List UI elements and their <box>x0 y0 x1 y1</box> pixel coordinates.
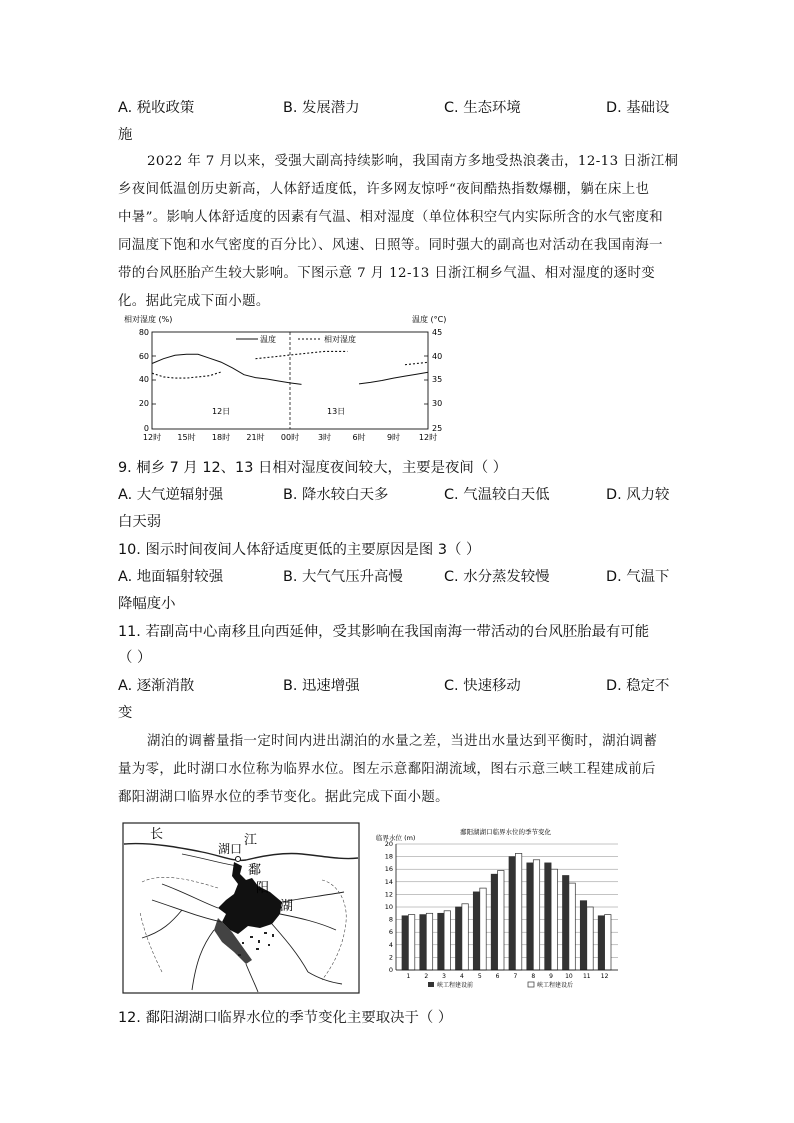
chart2-title: 鄱阳湖湖口临界水位的季节变化 <box>460 828 551 836</box>
map-label-po: 鄱 <box>248 863 262 878</box>
humidity-series-line <box>152 372 221 378</box>
bar-after-dam <box>605 915 611 970</box>
q8-option-d-continued: 施 <box>118 127 133 143</box>
q9-option-a: A. 大气逆辐射强 <box>118 487 224 503</box>
q10-option-d: D. 气温下 <box>606 569 670 585</box>
q11-stem: 11. 若副高中心南移且向西延伸，受其影响在我国南海一带活动的台风胚胎最有可能 <box>118 624 650 640</box>
bar-after-dam <box>444 911 450 970</box>
chart2-y-tick: 4 <box>388 940 393 949</box>
humidity-series-line <box>256 351 348 358</box>
chart1-ylabel-left: 相对湿度 (%) <box>124 315 173 324</box>
bar-before-dam <box>527 863 533 970</box>
bar-before-dam <box>420 915 426 970</box>
q11-stem-continued: （ ） <box>118 650 152 666</box>
bar-before-dam <box>473 892 479 970</box>
passage2-line1: 湖泊的调蓄量指一定时间内进出湖泊的水量之差，当进出水量达到平衡时，湖泊调蓄 <box>147 734 658 749</box>
bar-after-dam <box>498 871 504 971</box>
chart1-x-tick: 6时 <box>352 433 366 442</box>
q10-option-c: C. 水分蒸发较慢 <box>444 569 550 585</box>
chart1-x-tick: 15时 <box>177 433 196 442</box>
chart2-ylabel: 临界水位 (m) <box>376 834 416 842</box>
chart1-left-tick: 20 <box>138 399 149 408</box>
q9-option-b: B. 降水较白天多 <box>283 487 389 503</box>
chart2-x-tick: 6 <box>495 973 500 980</box>
chart2-x-tick: 2 <box>424 973 429 980</box>
bar-before-dam <box>598 916 604 970</box>
bar-after-dam <box>587 907 593 970</box>
chart2-y-tick: 14 <box>384 877 393 886</box>
humidity-series-line <box>405 362 428 364</box>
passage1-line2: 乡夜间低温创历史新高，人体舒适度低，许多网友惊呼“夜间酷热指数爆棚，躺在床上也 <box>118 182 650 197</box>
chart1-day12-label: 12日 <box>212 407 231 416</box>
critical-water-level-chart <box>368 822 624 996</box>
chart2-x-tick: 12 <box>600 973 609 980</box>
q12-stem: 12. 鄱阳湖湖口临界水位的季节变化主要取决于（ ） <box>118 1010 453 1026</box>
bar-after-dam <box>569 883 575 970</box>
q11-option-b: B. 迅速增强 <box>283 678 360 694</box>
hukou-marker <box>236 857 241 862</box>
bar-before-dam <box>491 874 497 970</box>
chart1-x-tick: 12时 <box>418 433 438 442</box>
chart2-legend-after-label: 峡工程建设后 <box>537 982 574 989</box>
chart1-right-tick: 45 <box>432 328 443 337</box>
bar-before-dam <box>509 857 515 970</box>
q10-option-b: B. 大气气压升高慢 <box>283 569 403 585</box>
chart2-legend-after-swatch <box>528 982 534 987</box>
chart1-ylabel-right: 温度 (°C) <box>412 315 447 324</box>
q10-option-d-continued: 降幅度小 <box>118 596 176 612</box>
poyang-basin-map <box>122 822 360 994</box>
chart1-left-tick: 80 <box>138 328 149 337</box>
bar-before-dam <box>580 901 586 970</box>
chart1-left-tick: 0 <box>143 424 149 433</box>
chart1-legend-rh-label: 相对湿度 <box>324 335 356 344</box>
q8-option-c: C. 生态环境 <box>444 100 521 116</box>
chart2-x-tick: 3 <box>442 973 447 980</box>
chart1-x-tick: 00时 <box>280 433 300 442</box>
bar-after-dam <box>408 915 414 970</box>
chart1-right-tick: 40 <box>432 352 443 361</box>
bar-before-dam <box>563 876 569 971</box>
chart2-y-tick: 12 <box>384 890 393 899</box>
bar-after-dam <box>480 888 486 970</box>
bar-after-dam <box>426 913 432 970</box>
q8-option-d: D. 基础设 <box>606 100 670 116</box>
bar-before-dam <box>438 913 444 970</box>
bar-after-dam <box>551 869 557 970</box>
chart2-x-tick: 7 <box>513 973 518 980</box>
map-label-hukou: 湖口 <box>218 842 243 856</box>
passage1-line6: 化。据此完成下面小题。 <box>118 294 270 309</box>
q11-option-d-continued: 变 <box>118 705 133 721</box>
chart1-x-tick: 12时 <box>142 433 162 442</box>
chart2-y-tick: 20 <box>384 840 393 848</box>
passage2-line3: 鄱阳湖湖口临界水位的季节变化。据此完成下面小题。 <box>118 790 449 805</box>
chart2-x-tick: 5 <box>477 973 482 980</box>
bar-after-dam <box>462 904 468 970</box>
q11-option-a: A. 逐渐消散 <box>118 678 195 694</box>
chart1-day13-label: 13日 <box>327 407 346 416</box>
chart2-y-tick: 0 <box>388 966 393 974</box>
chart1-right-tick: 30 <box>432 399 443 408</box>
q10-stem: 10. 图示时间夜间人体舒适度更低的主要原因是图 3（ ） <box>118 542 481 558</box>
chart2-x-tick: 11 <box>582 973 591 980</box>
passage1-line4: 同温度下饱和水气密度的百分比）、风速、日照等。同时强大的副高也对活动在我国南海一 <box>118 238 663 253</box>
chart1-x-tick: 21时 <box>246 433 265 442</box>
chart2-x-tick: 1 <box>406 973 411 980</box>
chart2-legend-before-swatch <box>428 982 434 987</box>
chart1-right-tick: 25 <box>432 424 443 433</box>
passage2-line2: 量为零，此时湖口水位称为临界水位。图左示意鄱阳湖流域，图右示意三峡工程建成前后 <box>118 762 656 777</box>
bar-after-dam <box>533 860 539 970</box>
chart1-x-tick: 18时 <box>211 433 231 442</box>
q9-option-c: C. 气温较白天低 <box>444 487 550 503</box>
map-label-chang: 长 <box>150 827 164 842</box>
chart1-legend-temp-label: 温度 <box>260 335 276 344</box>
q9-stem: 9. 桐乡 7 月 12、13 日相对湿度夜间较大，主要是夜间（ ） <box>118 460 508 476</box>
map-label-yang: 阳 <box>256 881 270 896</box>
passage1-line3: 中暑”。影响人体舒适度的因素有气温、相对湿度（单位体积空气内实际所含的水气密度和 <box>118 210 664 225</box>
passage1-line5: 带的台风胚胎产生较大影响。下图示意 7 月 12-13 日浙江桐乡气温、相对湿度的逐时变 <box>118 266 656 281</box>
chart2-y-tick: 10 <box>384 903 393 911</box>
bar-after-dam <box>515 853 521 970</box>
chart2-y-tick: 6 <box>388 928 393 937</box>
chart1-left-tick: 40 <box>138 375 149 384</box>
map-label-hu: 湖 <box>280 899 294 914</box>
q11-option-d: D. 稳定不 <box>606 678 670 694</box>
temperature-series-line <box>152 354 302 384</box>
chart2-y-tick: 8 <box>388 915 393 924</box>
chart2-x-tick: 8 <box>531 973 536 980</box>
chart2-y-tick: 16 <box>384 865 393 874</box>
chart1-x-tick: 3时 <box>317 433 332 442</box>
chart1-right-tick: 35 <box>432 375 443 384</box>
q10-option-a: A. 地面辐射较强 <box>118 569 224 585</box>
temperature-series-line <box>359 372 428 384</box>
q8-option-a: A. 税收政策 <box>118 100 195 116</box>
bar-before-dam <box>545 863 551 970</box>
q9-option-d-continued: 白天弱 <box>118 514 162 530</box>
chart1-left-tick: 60 <box>138 352 149 361</box>
chart2-y-tick: 18 <box>384 852 393 861</box>
bar-before-dam <box>402 916 408 970</box>
chart2-x-tick: 10 <box>565 973 573 980</box>
bar-before-dam <box>456 907 462 970</box>
chart1-x-tick: 9时 <box>386 433 401 442</box>
chart2-legend-before-label: 峡工程建设前 <box>437 982 474 989</box>
chart2-x-tick: 9 <box>549 973 554 980</box>
q8-option-b: B. 发展潜力 <box>283 100 360 116</box>
chart2-y-tick: 2 <box>388 953 393 962</box>
temp-humidity-chart <box>112 310 457 450</box>
passage1-line1: 2022 年 7 月以来，受强大副高持续影响，我国南方多地受热浪袭击，12-13 日浙江桐 <box>147 154 679 169</box>
q9-option-d: D. 风力较 <box>606 487 670 503</box>
map-label-jiang: 江 <box>244 833 258 848</box>
chart2-x-tick: 4 <box>459 973 464 980</box>
q11-option-c: C. 快速移动 <box>444 678 521 694</box>
